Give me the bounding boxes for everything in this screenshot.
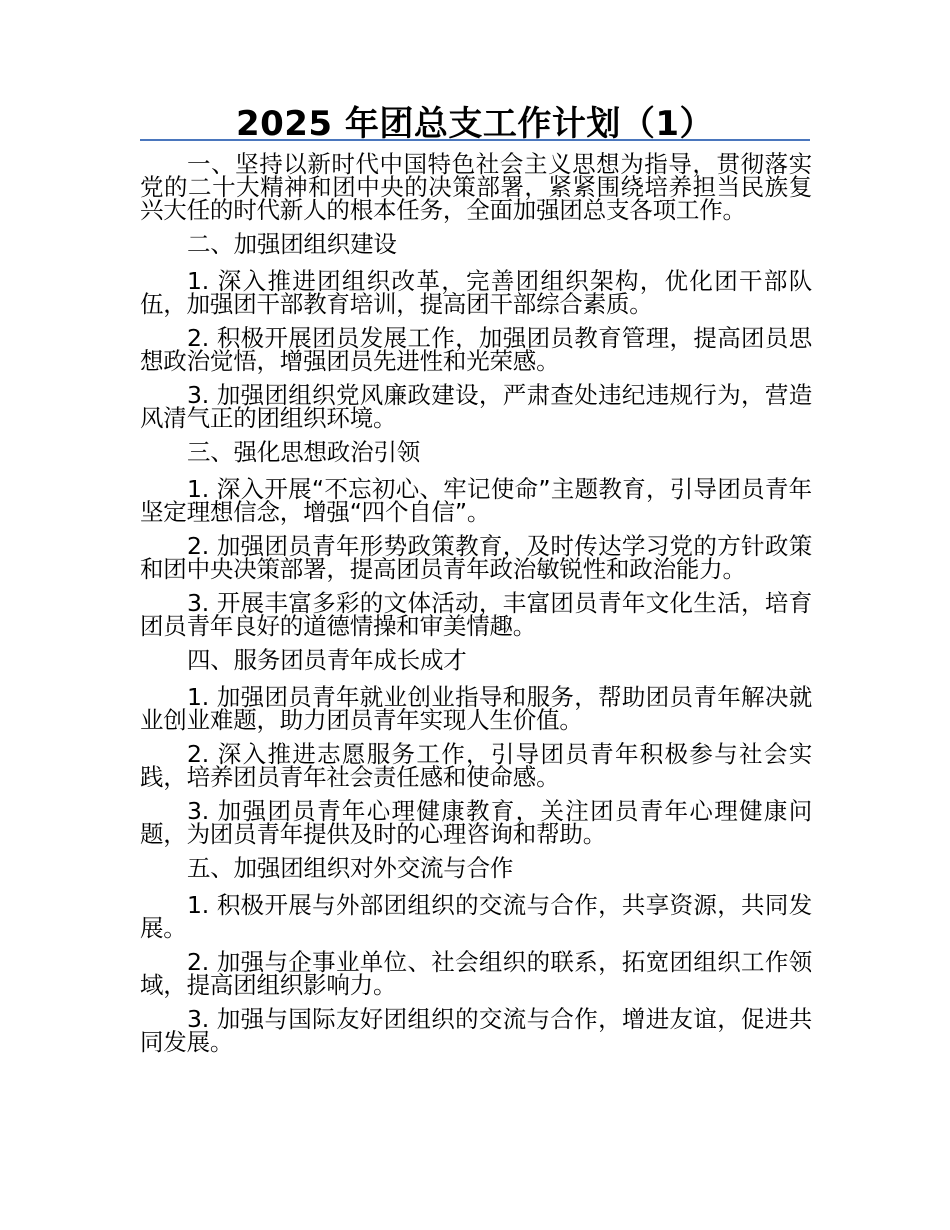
list-item-paragraph: 2. 积极开展团员发展工作，加强团员教育管理，提高团员思想政治觉悟，增强团员先进性和光荣感。 [140, 324, 812, 375]
document-title: 2025 年团总支工作计划（1） [235, 104, 715, 144]
list-item-paragraph: 3. 加强团员青年心理健康教育，关注团员青年心理健康问题，为团员青年提供及时的心理咨询和帮助。 [140, 797, 812, 848]
list-item-paragraph: 3. 开展丰富多彩的文体活动，丰富团员青年文化生活，培育团员青年良好的道德情操和审美情趣。 [140, 589, 812, 640]
list-item-paragraph: 2. 加强团员青年形势政策教育，及时传达学习党的方针政策和团中央决策部署，提高团员青年政治敏锐性和政治能力。 [140, 532, 812, 583]
document-body [140, 150, 812, 1065]
section-heading: 四、服务团员青年成长成才 [187, 646, 467, 674]
list-item-paragraph: 2. 加强与企事业单位、社会组织的联系，拓宽团组织工作领域，提高团组织影响力。 [140, 948, 812, 999]
list-item-paragraph: 1. 深入开展“不忘初心、牢记使命”主题教育，引导团员青年坚定理想信念，增强“四个自信”。 [140, 475, 812, 526]
list-item-paragraph: 3. 加强与国际友好团组织的交流与合作，增进友谊，促进共同发展。 [140, 1005, 812, 1056]
list-item-paragraph: 1. 深入推进团组织改革，完善团组织架构，优化团干部队伍，加强团干部教育培训，提高团干部综合素质。 [140, 267, 812, 318]
section-heading: 五、加强团组织对外交流与合作 [187, 854, 514, 882]
intro-paragraph: 一、坚持以新时代中国特色社会主义思想为指导，贯彻落实党的二十大精神和团中央的决策部署，紧紧围绕培养担当民族复兴大任的时代新人的根本任务，全面加强团总支各项工作。 [140, 150, 812, 224]
section-heading: 三、强化思想政治引领 [187, 438, 420, 466]
title-underline [140, 139, 810, 141]
list-item-paragraph: 1. 积极开展与外部团组织的交流与合作，共享资源，共同发展。 [140, 891, 812, 942]
list-item-paragraph: 1. 加强团员青年就业创业指导和服务，帮助团员青年解决就业创业难题，助力团员青年实现人生价值。 [140, 683, 812, 734]
list-item-paragraph: 3. 加强团组织党风廉政建设，严肃查处违纪违规行为，营造风清气正的团组织环境。 [140, 381, 812, 432]
list-item-paragraph: 2. 深入推进志愿服务工作，引导团员青年积极参与社会实践，培养团员青年社会责任感和使命感。 [140, 740, 812, 791]
section-heading: 二、加强团组织建设 [187, 230, 397, 258]
